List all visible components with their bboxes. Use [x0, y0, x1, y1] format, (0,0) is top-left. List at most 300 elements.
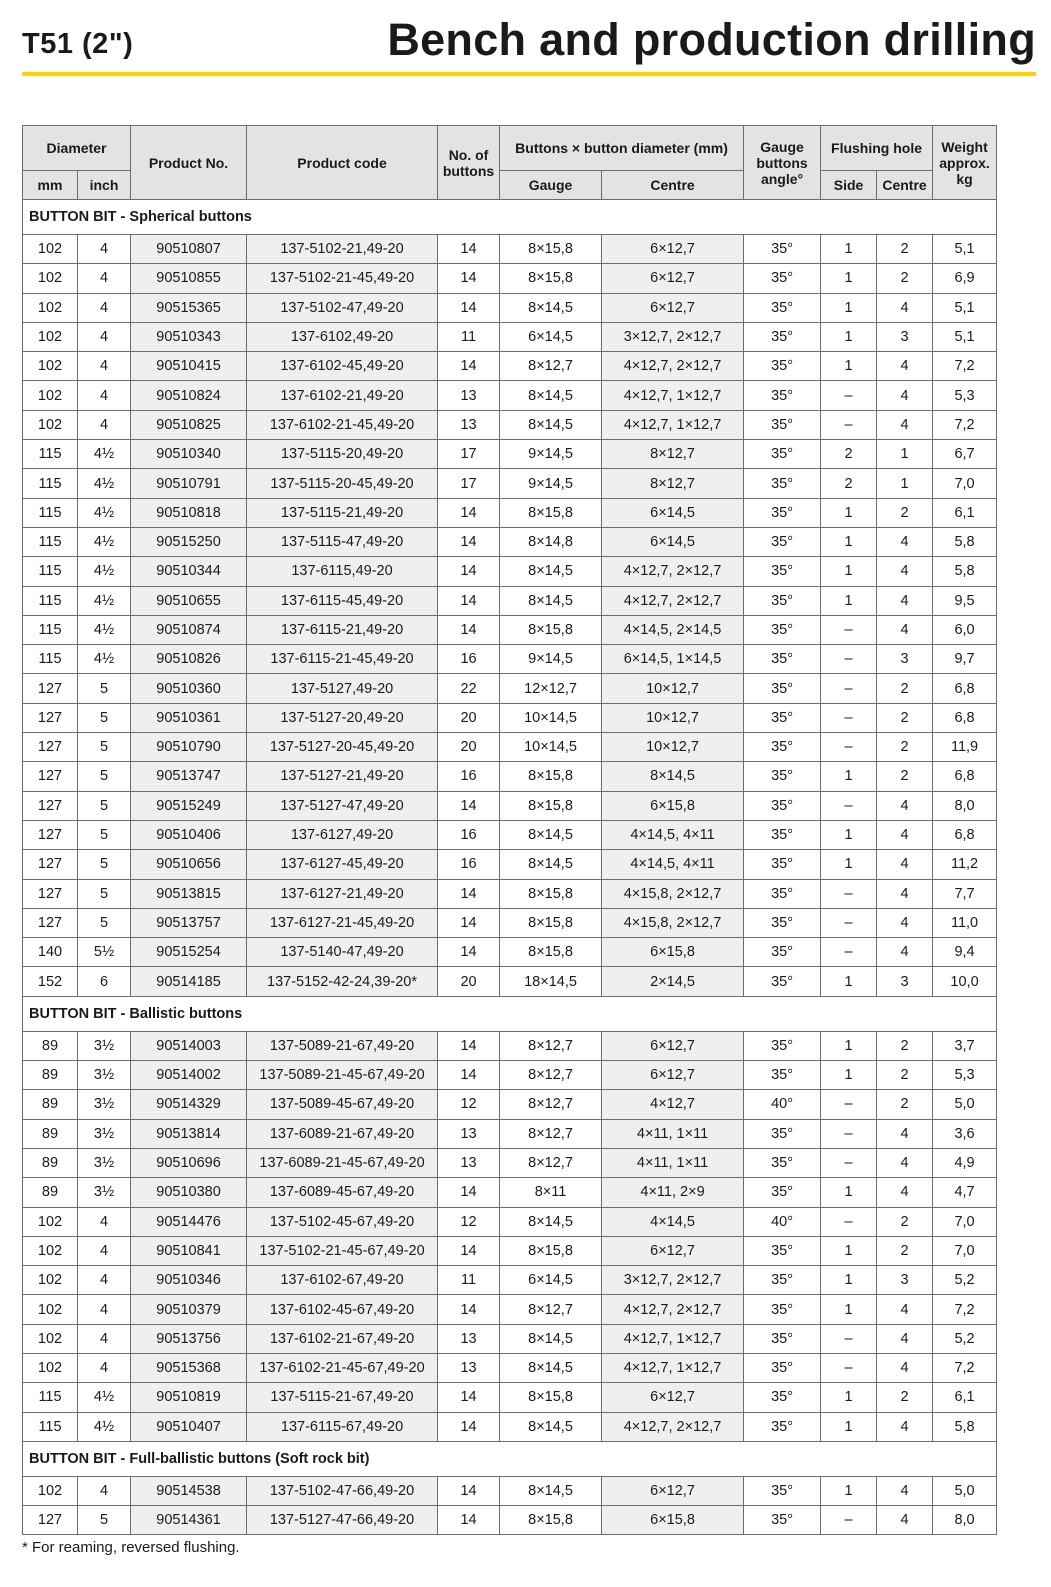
cell-weight: 6,8	[933, 762, 997, 791]
cell-gauge: 8×15,8	[500, 879, 602, 908]
header-gauge-angle: Gauge buttons angle°	[744, 126, 821, 200]
cell-angle: 35°	[744, 527, 821, 556]
cell-product-code: 137-5127-47-66,49-20	[247, 1506, 438, 1535]
cell-gauge: 8×15,8	[500, 615, 602, 644]
cell-flush-centre: 2	[877, 1207, 933, 1236]
cell-flush-side: –	[821, 938, 877, 967]
cell-flush-side: –	[821, 1207, 877, 1236]
cell-flush-side: –	[821, 703, 877, 732]
cell-product-code: 137-5127-21,49-20	[247, 762, 438, 791]
cell-flush-side: 1	[821, 1236, 877, 1265]
cell-no-buttons: 12	[438, 1207, 500, 1236]
cell-product-code: 137-5102-45-67,49-20	[247, 1207, 438, 1236]
table-row	[23, 733, 997, 762]
cell-product-no: 90514329	[131, 1090, 247, 1119]
table-row	[23, 703, 997, 732]
cell-no-buttons: 13	[438, 381, 500, 410]
cell-no-buttons: 13	[438, 1353, 500, 1382]
cell-product-code: 137-6127-45,49-20	[247, 850, 438, 879]
cell-centre: 6×12,7	[602, 1476, 744, 1505]
cell-flush-centre: 4	[877, 293, 933, 322]
cell-mm: 152	[23, 967, 78, 996]
cell-angle: 35°	[744, 1412, 821, 1441]
cell-product-no: 90510406	[131, 820, 247, 849]
cell-flush-centre: 2	[877, 1236, 933, 1265]
cell-centre: 4×14,5, 4×11	[602, 850, 744, 879]
cell-mm: 115	[23, 469, 78, 498]
cell-gauge: 8×15,8	[500, 498, 602, 527]
cell-weight: 5,1	[933, 293, 997, 322]
cell-angle: 35°	[744, 762, 821, 791]
cell-inch: 5	[78, 703, 131, 732]
cell-flush-centre: 4	[877, 586, 933, 615]
cell-centre: 8×12,7	[602, 440, 744, 469]
cell-inch: 3½	[78, 1178, 131, 1207]
cell-flush-centre: 3	[877, 322, 933, 351]
table-row	[23, 1324, 997, 1353]
cell-mm: 127	[23, 850, 78, 879]
cell-product-code: 137-6102-45-67,49-20	[247, 1295, 438, 1324]
cell-flush-centre: 2	[877, 1383, 933, 1412]
cell-product-code: 137-6115-21,49-20	[247, 615, 438, 644]
cell-gauge: 9×14,5	[500, 440, 602, 469]
cell-flush-side: –	[821, 1119, 877, 1148]
cell-angle: 35°	[744, 557, 821, 586]
cell-product-no: 90510340	[131, 440, 247, 469]
cell-angle: 35°	[744, 440, 821, 469]
cell-gauge: 8×14,5	[500, 1353, 602, 1382]
cell-centre: 4×12,7, 1×12,7	[602, 1324, 744, 1353]
cell-centre: 3×12,7, 2×12,7	[602, 322, 744, 351]
cell-inch: 4½	[78, 557, 131, 586]
cell-gauge: 8×14,5	[500, 557, 602, 586]
cell-centre: 6×14,5	[602, 527, 744, 556]
cell-flush-side: 1	[821, 1295, 877, 1324]
header-centre: Centre	[602, 171, 744, 200]
cell-product-no: 90510344	[131, 557, 247, 586]
cell-angle: 35°	[744, 1236, 821, 1265]
cell-weight: 6,8	[933, 820, 997, 849]
cell-gauge: 8×14,5	[500, 1207, 602, 1236]
cell-flush-side: 1	[821, 1266, 877, 1295]
cell-centre: 4×12,7, 1×12,7	[602, 381, 744, 410]
cell-flush-side: 2	[821, 440, 877, 469]
cell-inch: 4	[78, 322, 131, 351]
cell-flush-centre: 4	[877, 615, 933, 644]
cell-flush-side: –	[821, 1506, 877, 1535]
cell-product-no: 90510360	[131, 674, 247, 703]
cell-weight: 6,7	[933, 440, 997, 469]
cell-centre: 4×12,7, 2×12,7	[602, 352, 744, 381]
cell-flush-centre: 4	[877, 1295, 933, 1324]
cell-flush-centre: 2	[877, 1090, 933, 1119]
cell-flush-side: 1	[821, 322, 877, 351]
cell-no-buttons: 14	[438, 879, 500, 908]
cell-flush-centre: 4	[877, 527, 933, 556]
cell-gauge: 9×14,5	[500, 645, 602, 674]
cell-product-no: 90515368	[131, 1353, 247, 1382]
cell-product-code: 137-5102-47-66,49-20	[247, 1476, 438, 1505]
cell-product-code: 137-5127-20,49-20	[247, 703, 438, 732]
cell-weight: 5,8	[933, 1412, 997, 1441]
cell-mm: 102	[23, 1476, 78, 1505]
cell-flush-side: 1	[821, 235, 877, 264]
cell-product-no: 90510361	[131, 703, 247, 732]
cell-flush-centre: 4	[877, 791, 933, 820]
cell-inch: 4½	[78, 469, 131, 498]
cell-product-code: 137-6127,49-20	[247, 820, 438, 849]
cell-angle: 35°	[744, 733, 821, 762]
cell-gauge: 8×15,8	[500, 908, 602, 937]
cell-flush-centre: 2	[877, 235, 933, 264]
cell-no-buttons: 16	[438, 820, 500, 849]
cell-product-code: 137-6115-21-45,49-20	[247, 645, 438, 674]
header-weight: Weight approx. kg	[933, 126, 997, 200]
cell-no-buttons: 14	[438, 235, 500, 264]
cell-product-code: 137-5127-47,49-20	[247, 791, 438, 820]
cell-gauge: 8×11	[500, 1178, 602, 1207]
cell-product-code: 137-6089-21-67,49-20	[247, 1119, 438, 1148]
cell-product-no: 90510415	[131, 352, 247, 381]
cell-inch: 4½	[78, 498, 131, 527]
cell-mm: 102	[23, 1236, 78, 1265]
cell-product-code: 137-5102-21-45,49-20	[247, 264, 438, 293]
cell-product-no: 90510824	[131, 381, 247, 410]
table-row	[23, 1090, 997, 1119]
section-title: BUTTON BIT - Full-ballistic buttons (Soft rock bit)	[23, 1441, 997, 1476]
cell-product-no: 90510655	[131, 586, 247, 615]
cell-weight: 6,8	[933, 703, 997, 732]
cell-no-buttons: 11	[438, 322, 500, 351]
cell-gauge: 10×14,5	[500, 733, 602, 762]
cell-mm: 115	[23, 645, 78, 674]
cell-no-buttons: 17	[438, 440, 500, 469]
cell-mm: 127	[23, 762, 78, 791]
cell-product-no: 90514002	[131, 1061, 247, 1090]
cell-flush-side: 1	[821, 1412, 877, 1441]
cell-centre: 4×11, 1×11	[602, 1119, 744, 1148]
cell-product-no: 90510656	[131, 850, 247, 879]
cell-angle: 35°	[744, 674, 821, 703]
cell-mm: 127	[23, 908, 78, 937]
cell-centre: 4×12,7, 2×12,7	[602, 1412, 744, 1441]
cell-mm: 115	[23, 1412, 78, 1441]
table-row	[23, 645, 997, 674]
cell-weight: 5,0	[933, 1476, 997, 1505]
cell-centre: 4×14,5	[602, 1207, 744, 1236]
cell-product-code: 137-5115-21,49-20	[247, 498, 438, 527]
cell-weight: 7,0	[933, 1236, 997, 1265]
cell-product-no: 90515249	[131, 791, 247, 820]
cell-flush-side: –	[821, 908, 877, 937]
cell-flush-side: –	[821, 791, 877, 820]
cell-inch: 5	[78, 820, 131, 849]
cell-product-code: 137-5115-20,49-20	[247, 440, 438, 469]
cell-flush-centre: 4	[877, 908, 933, 937]
cell-flush-centre: 2	[877, 1031, 933, 1060]
cell-flush-side: –	[821, 1324, 877, 1353]
cell-no-buttons: 20	[438, 967, 500, 996]
cell-gauge: 8×14,5	[500, 410, 602, 439]
cell-inch: 4	[78, 352, 131, 381]
cell-angle: 35°	[744, 264, 821, 293]
cell-inch: 4	[78, 1476, 131, 1505]
cell-weight: 6,8	[933, 674, 997, 703]
cell-no-buttons: 14	[438, 615, 500, 644]
cell-gauge: 6×14,5	[500, 322, 602, 351]
cell-angle: 35°	[744, 1383, 821, 1412]
cell-inch: 5	[78, 674, 131, 703]
cell-gauge: 8×15,8	[500, 1506, 602, 1535]
cell-centre: 10×12,7	[602, 703, 744, 732]
cell-product-code: 137-6102,49-20	[247, 322, 438, 351]
cell-weight: 5,1	[933, 322, 997, 351]
cell-angle: 35°	[744, 645, 821, 674]
cell-mm: 89	[23, 1061, 78, 1090]
cell-weight: 9,5	[933, 586, 997, 615]
cell-inch: 5	[78, 762, 131, 791]
table-row	[23, 586, 997, 615]
cell-flush-centre: 4	[877, 820, 933, 849]
cell-angle: 35°	[744, 967, 821, 996]
cell-inch: 5	[78, 1506, 131, 1535]
cell-mm: 127	[23, 879, 78, 908]
cell-angle: 35°	[744, 235, 821, 264]
cell-inch: 6	[78, 967, 131, 996]
cell-centre: 6×12,7	[602, 1061, 744, 1090]
cell-angle: 35°	[744, 1061, 821, 1090]
cell-angle: 40°	[744, 1207, 821, 1236]
cell-mm: 115	[23, 440, 78, 469]
cell-weight: 5,3	[933, 381, 997, 410]
cell-weight: 3,7	[933, 1031, 997, 1060]
cell-mm: 115	[23, 527, 78, 556]
cell-angle: 35°	[744, 1476, 821, 1505]
cell-product-no: 90513757	[131, 908, 247, 937]
cell-gauge: 8×15,8	[500, 1236, 602, 1265]
table-row	[23, 557, 997, 586]
table-row	[23, 322, 997, 351]
cell-weight: 5,1	[933, 235, 997, 264]
cell-no-buttons: 14	[438, 586, 500, 615]
cell-weight: 5,8	[933, 557, 997, 586]
cell-angle: 35°	[744, 908, 821, 937]
cell-gauge: 8×15,8	[500, 762, 602, 791]
cell-product-no: 90510874	[131, 615, 247, 644]
cell-centre: 4×14,5, 2×14,5	[602, 615, 744, 644]
cell-gauge: 8×12,7	[500, 1031, 602, 1060]
cell-inch: 4	[78, 1236, 131, 1265]
cell-flush-side: –	[821, 733, 877, 762]
cell-inch: 4	[78, 1324, 131, 1353]
cell-weight: 5,2	[933, 1266, 997, 1295]
table-row	[23, 410, 997, 439]
cell-centre: 4×12,7	[602, 1090, 744, 1119]
cell-product-no: 90510379	[131, 1295, 247, 1324]
cell-angle: 35°	[744, 586, 821, 615]
series-title: T51 (2")	[22, 28, 134, 60]
cell-gauge: 8×12,7	[500, 1119, 602, 1148]
cell-mm: 140	[23, 938, 78, 967]
cell-no-buttons: 20	[438, 703, 500, 732]
table-row	[23, 762, 997, 791]
cell-angle: 35°	[744, 1148, 821, 1177]
cell-product-code: 137-5102-47,49-20	[247, 293, 438, 322]
cell-product-code: 137-6089-45-67,49-20	[247, 1178, 438, 1207]
cell-inch: 4	[78, 410, 131, 439]
cell-angle: 35°	[744, 469, 821, 498]
cell-centre: 2×14,5	[602, 967, 744, 996]
cell-inch: 4½	[78, 1412, 131, 1441]
cell-gauge: 8×14,5	[500, 820, 602, 849]
cell-gauge: 9×14,5	[500, 469, 602, 498]
cell-weight: 6,0	[933, 615, 997, 644]
cell-inch: 4½	[78, 1383, 131, 1412]
cell-centre: 4×15,8, 2×12,7	[602, 879, 744, 908]
cell-product-code: 137-6102-21-67,49-20	[247, 1324, 438, 1353]
cell-product-code: 137-6102-67,49-20	[247, 1266, 438, 1295]
cell-weight: 4,9	[933, 1148, 997, 1177]
cell-product-no: 90514476	[131, 1207, 247, 1236]
table-row	[23, 1295, 997, 1324]
cell-product-no: 90510343	[131, 322, 247, 351]
cell-inch: 4	[78, 381, 131, 410]
cell-flush-side: –	[821, 674, 877, 703]
table-row	[23, 1236, 997, 1265]
cell-angle: 35°	[744, 1266, 821, 1295]
cell-angle: 35°	[744, 1119, 821, 1148]
cell-flush-side: 1	[821, 820, 877, 849]
cell-angle: 35°	[744, 381, 821, 410]
cell-gauge: 8×15,8	[500, 1383, 602, 1412]
cell-weight: 7,2	[933, 410, 997, 439]
cell-centre: 6×15,8	[602, 938, 744, 967]
table-row	[23, 1266, 997, 1295]
cell-gauge: 6×14,5	[500, 1266, 602, 1295]
cell-no-buttons: 14	[438, 1412, 500, 1441]
cell-angle: 35°	[744, 352, 821, 381]
cell-gauge: 8×14,5	[500, 586, 602, 615]
cell-inch: 4½	[78, 645, 131, 674]
cell-flush-centre: 3	[877, 645, 933, 674]
cell-flush-centre: 3	[877, 967, 933, 996]
cell-centre: 6×15,8	[602, 1506, 744, 1535]
table-row	[23, 820, 997, 849]
cell-no-buttons: 12	[438, 1090, 500, 1119]
cell-gauge: 8×14,8	[500, 527, 602, 556]
table-row	[23, 381, 997, 410]
cell-centre: 4×12,7, 1×12,7	[602, 1353, 744, 1382]
header-flushing-hole: Flushing hole	[821, 126, 933, 171]
cell-mm: 127	[23, 703, 78, 732]
table-row	[23, 1207, 997, 1236]
header-mm: mm	[23, 171, 78, 200]
cell-product-no: 90510826	[131, 645, 247, 674]
cell-inch: 5	[78, 850, 131, 879]
cell-angle: 35°	[744, 1324, 821, 1353]
cell-mm: 115	[23, 615, 78, 644]
cell-weight: 7,0	[933, 1207, 997, 1236]
table-row	[23, 615, 997, 644]
cell-mm: 102	[23, 1295, 78, 1324]
cell-weight: 7,2	[933, 1353, 997, 1382]
cell-weight: 8,0	[933, 791, 997, 820]
cell-weight: 7,0	[933, 469, 997, 498]
cell-weight: 10,0	[933, 967, 997, 996]
cell-no-buttons: 14	[438, 1476, 500, 1505]
cell-centre: 6×12,7	[602, 1031, 744, 1060]
cell-centre: 6×14,5	[602, 498, 744, 527]
cell-mm: 115	[23, 557, 78, 586]
cell-gauge: 8×12,7	[500, 1090, 602, 1119]
cell-weight: 5,8	[933, 527, 997, 556]
table-row	[23, 879, 997, 908]
cell-no-buttons: 14	[438, 352, 500, 381]
section-heading-row	[23, 1441, 997, 1476]
section-title: BUTTON BIT - Ballistic buttons	[23, 996, 997, 1031]
cell-flush-side: –	[821, 1353, 877, 1382]
cell-product-no: 90510841	[131, 1236, 247, 1265]
cell-centre: 4×15,8, 2×12,7	[602, 908, 744, 937]
cell-no-buttons: 14	[438, 938, 500, 967]
section-title: BUTTON BIT - Spherical buttons	[23, 200, 997, 235]
cell-product-no: 90515254	[131, 938, 247, 967]
cell-weight: 11,9	[933, 733, 997, 762]
cell-flush-centre: 2	[877, 733, 933, 762]
cell-centre: 4×12,7, 2×12,7	[602, 1295, 744, 1324]
cell-centre: 6×12,7	[602, 293, 744, 322]
table-row	[23, 1061, 997, 1090]
cell-no-buttons: 14	[438, 264, 500, 293]
cell-mm: 102	[23, 410, 78, 439]
cell-product-code: 137-6115-45,49-20	[247, 586, 438, 615]
cell-inch: 4½	[78, 586, 131, 615]
cell-product-no: 90510855	[131, 264, 247, 293]
cell-flush-side: 1	[821, 293, 877, 322]
cell-flush-side: 1	[821, 498, 877, 527]
cell-no-buttons: 16	[438, 850, 500, 879]
cell-flush-side: 1	[821, 762, 877, 791]
cell-no-buttons: 16	[438, 645, 500, 674]
cell-gauge: 8×14,5	[500, 293, 602, 322]
cell-no-buttons: 13	[438, 1119, 500, 1148]
cell-flush-side: 1	[821, 1061, 877, 1090]
cell-no-buttons: 14	[438, 1236, 500, 1265]
cell-product-code: 137-5089-21-67,49-20	[247, 1031, 438, 1060]
cell-mm: 89	[23, 1148, 78, 1177]
cell-angle: 35°	[744, 879, 821, 908]
cell-centre: 8×12,7	[602, 469, 744, 498]
cell-product-no: 90514185	[131, 967, 247, 996]
cell-product-code: 137-5127,49-20	[247, 674, 438, 703]
cell-centre: 8×14,5	[602, 762, 744, 791]
cell-weight: 6,1	[933, 498, 997, 527]
table-row	[23, 938, 997, 967]
cell-inch: 3½	[78, 1090, 131, 1119]
cell-product-no: 90513815	[131, 879, 247, 908]
cell-product-code: 137-5140-47,49-20	[247, 938, 438, 967]
cell-angle: 35°	[744, 703, 821, 732]
cell-product-no: 90510791	[131, 469, 247, 498]
cell-flush-side: 1	[821, 527, 877, 556]
header-product-no: Product No.	[131, 126, 247, 200]
table-row	[23, 1412, 997, 1441]
cell-product-code: 137-6127-21-45,49-20	[247, 908, 438, 937]
cell-centre: 6×12,7	[602, 1236, 744, 1265]
cell-inch: 3½	[78, 1148, 131, 1177]
cell-weight: 9,4	[933, 938, 997, 967]
cell-inch: 4	[78, 264, 131, 293]
